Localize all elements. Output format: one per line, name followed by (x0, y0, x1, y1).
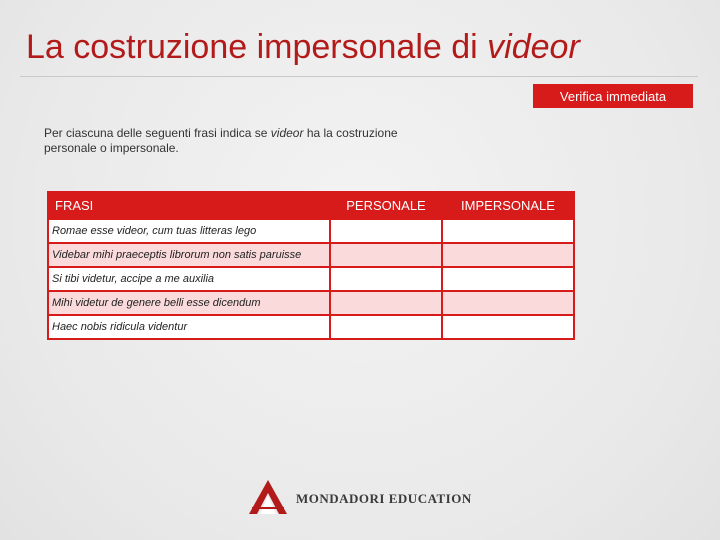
personale-answer-cell[interactable] (330, 243, 442, 267)
table-header-row (48, 192, 574, 219)
logo-text: MONDADORI EDUCATION (296, 491, 472, 506)
verifica-badge: Verifica immediata (533, 84, 693, 108)
sentence-cell: Videbar mihi praeceptis librorum non satis paruisse (48, 243, 330, 267)
title-main: La costruzione impersonale di (26, 28, 488, 66)
title-divider (20, 76, 698, 77)
sentence-cell: Haec nobis ridicula videntur (48, 315, 330, 339)
impersonale-answer-cell[interactable] (442, 219, 574, 243)
personale-answer-cell[interactable] (330, 291, 442, 315)
title-italic: videor (487, 28, 580, 66)
sentence-cell: Si tibi videtur, accipe a me auxilia (48, 267, 330, 291)
page-title (26, 28, 580, 67)
intro-before: Per ciascuna delle seguenti frasi indica se (44, 126, 271, 140)
header-personale: PERSONALE (330, 192, 442, 219)
instructions-text (44, 126, 424, 156)
table-row (48, 291, 574, 315)
personale-answer-cell[interactable] (330, 267, 442, 291)
impersonale-answer-cell[interactable] (442, 243, 574, 267)
mondadori-logo (248, 480, 472, 518)
table-row (48, 219, 574, 243)
table-row (48, 243, 574, 267)
intro-after: ha la costruzione personale o impersonale. (44, 126, 398, 155)
personale-answer-cell[interactable] (330, 315, 442, 339)
exercise-table (47, 191, 575, 340)
impersonale-answer-cell[interactable] (442, 315, 574, 339)
sentence-cell: Mihi videtur de genere belli esse dicendum (48, 291, 330, 315)
personale-answer-cell[interactable] (330, 219, 442, 243)
impersonale-answer-cell[interactable] (442, 267, 574, 291)
header-frasi: FRASI (48, 192, 330, 219)
sentence-cell: Romae esse videor, cum tuas litteras lego (48, 219, 330, 243)
table-row (48, 267, 574, 291)
mondadori-logo-icon (248, 479, 288, 520)
intro-italic: videor (270, 126, 304, 140)
header-impersonale: IMPERSONALE (442, 192, 574, 219)
table-row (48, 315, 574, 339)
impersonale-answer-cell[interactable] (442, 291, 574, 315)
